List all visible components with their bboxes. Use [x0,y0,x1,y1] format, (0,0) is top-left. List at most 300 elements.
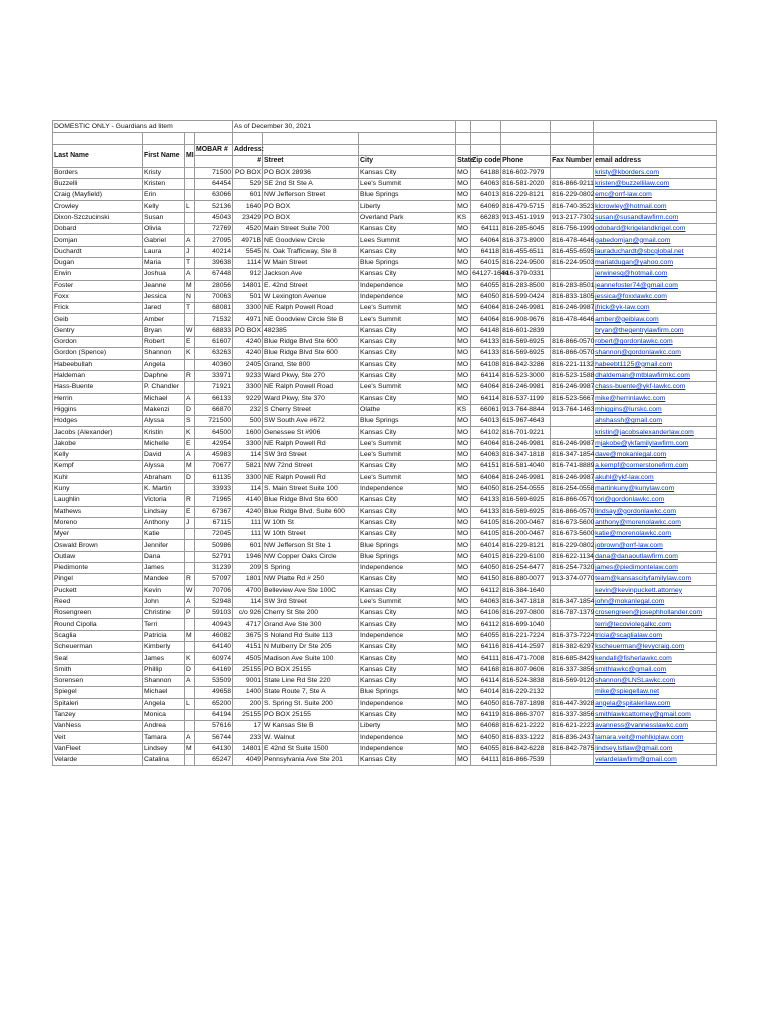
cell-last: Laughlin [53,495,143,506]
cell-city: Blue Springs [359,551,456,562]
cell-mi [185,540,195,551]
cell-num: 1400 [233,687,263,698]
cell-first: Tamara [143,732,185,743]
cell-last: VanNess [53,721,143,732]
cell-last: Herrin [53,393,143,404]
cell-zip: 66061 [471,404,501,415]
cell-zip: 64133 [471,495,501,506]
cell-mobar: 33971 [195,370,233,381]
guardians-spreadsheet [52,120,716,766]
cell-zip: 64148 [471,325,501,336]
cell-fax: 816-283-8501 [551,280,594,291]
cell-first: Catalina [143,755,185,766]
cell-mobar: 45983 [195,450,233,461]
cell-fax: 816-229-0802 [551,190,594,201]
cell-first: James [143,562,185,573]
cell-num: 601 [233,540,263,551]
cell-mi [185,619,195,630]
cell-state: MO [456,393,471,404]
cell-mobar: 28056 [195,280,233,291]
cell-state: MO [456,461,471,472]
cell-email[interactable]: jessica@foxxlawkc.com [594,291,717,302]
cell-street: NE Ralph Powell Road [263,382,359,393]
cell-num: 14801 [233,743,263,754]
cell-zip: 64014 [471,687,501,698]
cell-state: MO [456,314,471,325]
cell-first: Angela [143,359,185,370]
cell-mobar: 52948 [195,596,233,607]
cell-num: 1946 [233,551,263,562]
cell-street: S Noland Rd Suite 113 [263,630,359,641]
cell-city: Kansas City [359,427,456,438]
cell-zip: 64050 [471,732,501,743]
cell-street: NE Goodview Circle [263,235,359,246]
attorney-table [52,120,717,766]
cell-email[interactable]: lauraduchardt@sbcglobal.net [594,246,717,257]
cell-mobar: 70063 [195,291,233,302]
cell-phone: 816-414-2597 [501,642,551,653]
cell-mi: L [185,698,195,709]
cell-last: Spiegel [53,687,143,698]
cell-first: Monica [143,709,185,720]
cell-email[interactable]: dhaldeman@mtblawfirmkc.com [594,370,717,381]
cell-fax: 816-382-6297 [551,642,594,653]
cell-city: Blue Springs [359,687,456,698]
cell-email[interactable]: shannon@gordonlawkc.com [594,348,717,359]
cell-city: Kansas City [359,359,456,370]
cell-fax: 816-866-0570 [551,348,594,359]
cell-street: N Mulberry Dr Ste 205 [263,642,359,653]
cell-email[interactable]: akuhl@ykf-law.com [594,472,717,483]
cell-city: Independence [359,732,456,743]
cell-state: MO [456,178,471,189]
cell-street: State Route 7, Ste A [263,687,359,698]
cell-email[interactable]: mariatdugan@yahoo.com [594,257,717,268]
col-header-mobar: MOBAR # [195,145,233,156]
cell-email[interactable]: susan@susandlawfirm.com [594,212,717,223]
table-row [53,178,717,189]
cell-phone: 816-537-1199 [501,393,551,404]
cell-mobar: 40360 [195,359,233,370]
cell-first: Patricia [143,630,185,641]
cell-fax: 816-787-1379 [551,608,594,619]
cell-phone: 816-842-6228 [501,743,551,754]
cell-fax [551,269,594,280]
cell-mi: T [185,257,195,268]
cell-last: Gordon [53,337,143,348]
table-row [53,314,717,325]
cell-fax: 816-866-0570 [551,495,594,506]
cell-phone: 816-621-2222 [501,721,551,732]
cell-city: Kansas City [359,246,456,257]
cell-num: 1640 [233,201,263,212]
cell-email[interactable]: mhiggins@lurskc.com [594,404,717,415]
cell-num: 114 [233,483,263,494]
cell-first: Lindsey [143,743,185,754]
cell-email[interactable]: dana@danaoutlawfirm.com [594,551,717,562]
cell-email[interactable]: lindsay@gordonlawkc.com [594,506,717,517]
sheet-title: DOMESTIC ONLY - Guardians ad litem [53,121,233,133]
cell-zip: 64133 [471,337,501,348]
cell-street: Ward Pkwy, Ste 370 [263,393,359,404]
cell-email[interactable]: gabedomjan@gmail.com [594,235,717,246]
cell-city: Independence [359,483,456,494]
cell-email[interactable]: tricia@scaglialaw.com [594,630,717,641]
table-row [53,393,717,404]
cell-num: 4049 [233,755,263,766]
cell-email[interactable]: velardelawfirm@gmail.com [594,755,717,766]
cell-first: Christine [143,608,185,619]
cell-street: NW Platte Rd # 250 [263,574,359,585]
table-row [53,743,717,754]
cell-city: Kansas City [359,167,456,178]
cell-email[interactable]: martinkuny@kunylaw.com [594,483,717,494]
cell-email[interactable]: smithlawkcattorney@gmail.com [594,709,717,720]
cell-email[interactable]: jobrown@orrf-law.com [594,540,717,551]
table-row [53,585,717,596]
cell-phone: 816-479-5715 [501,201,551,212]
cell-first: James [143,653,185,664]
cell-email[interactable]: tori@gordonlawkc.com [594,495,717,506]
cell-last: Scaglia [53,630,143,641]
cell-city: Kansas City [359,642,456,653]
cell-email[interactable]: kristin@jacobsalexanderlaw.com [594,427,717,438]
cell-email[interactable]: jerwinesq@hotmail.com [594,269,717,280]
cell-mobar: 56744 [195,732,233,743]
cell-fax: 816-447-3928 [551,698,594,709]
cell-last: Gordon (Spence) [53,348,143,359]
cell-fax: 816-866-0570 [551,506,594,517]
cell-email[interactable]: mike@spiegellaw.net [594,687,717,698]
blank-row [53,133,717,145]
cell-mobar: 71965 [195,495,233,506]
cell-state: MO [456,585,471,596]
cell-email[interactable]: crosengreen@josephhollander.com [594,608,717,619]
cell-last: Higgins [53,404,143,415]
cell-mi: E [185,438,195,449]
cell-first: Kelly [143,201,185,212]
cell-fax: 816-740-3523 [551,201,594,212]
cell-email[interactable]: amber@geiblaw.com [594,314,717,325]
cell-zip: 64050 [471,291,501,302]
cell-state: MO [456,257,471,268]
cell-phone: 816-246-9981 [501,438,551,449]
cell-first: Olivia [143,224,185,235]
cell-city: Lee's Summit [359,382,456,393]
cell-last: Myer [53,529,143,540]
cell-zip: 66283 [471,212,501,223]
cell-mi [185,562,195,573]
cell-email[interactable]: habeebt1125@gmail.com [594,359,717,370]
cell-mi: L [185,201,195,212]
table-row [53,596,717,607]
cell-city: Kansas City [359,619,456,630]
cell-zip: 64102 [471,427,501,438]
cell-last: Reed [53,596,143,607]
cell-email[interactable]: kristen@buzzellilaw.com [594,178,717,189]
table-row [53,246,717,257]
cell-num: 500 [233,416,263,427]
cell-first: Kristen [143,178,185,189]
col-header-fax: Fax Number [551,156,594,167]
cell-street: NE Ralph Powell Rd [263,438,359,449]
cell-num: 4717 [233,619,263,630]
cell-email[interactable]: mike@herrinlawkc.com [594,393,717,404]
cell-street: Ward Pkwy, Ste 270 [263,370,359,381]
cell-mi: W [185,585,195,596]
cell-first: Kimberly [143,642,185,653]
cell-zip: 64114 [471,675,501,686]
cell-mobar: 64454 [195,178,233,189]
table-row [53,755,717,766]
cell-first: David [143,450,185,461]
cell-fax: 913-217-7302 [551,212,594,223]
cell-zip: 64063 [471,596,501,607]
cell-mi: E [185,506,195,517]
cell-street: NW Jefferson St Ste 1 [263,540,359,551]
cell-first: Erin [143,190,185,201]
cell-email[interactable]: jfrick@yk-law.com [594,303,717,314]
cell-state: MO [456,517,471,528]
cell-phone: 816-569-6925 [501,495,551,506]
cell-phone: 816-285-6045 [501,224,551,235]
cell-phone: 816-246-9981 [501,303,551,314]
cell-mi: M [185,743,195,754]
cell-mobar: 721500 [195,416,233,427]
cell-state: MO [456,495,471,506]
cell-email[interactable]: robert@gordonlawkc.com [594,337,717,348]
cell-email[interactable]: jeannefoster74@gmail.com [594,280,717,291]
cell-mobar: 71921 [195,382,233,393]
cell-mobar: 70677 [195,461,233,472]
cell-zip: 64068 [471,721,501,732]
cell-mi: P [185,608,195,619]
cell-mi [185,529,195,540]
cell-mobar: 59103 [195,608,233,619]
cell-email[interactable]: john@mokanlegal.com [594,596,717,607]
table-row [53,540,717,551]
cell-email[interactable]: kscheuerman@levycraig.com [594,642,717,653]
cell-num: 111 [233,529,263,540]
table-row [53,212,717,223]
cell-first: Daphne [143,370,185,381]
cell-fax: 816-569-9120 [551,675,594,686]
cell-zip: 64064 [471,314,501,325]
cell-city: Kansas City [359,325,456,336]
cell-phone: 816-221-7224 [501,630,551,641]
cell-mobar: 63263 [195,348,233,359]
cell-email[interactable]: mjakobe@ykfamilylawfirm.com [594,438,717,449]
cell-num: 5545 [233,246,263,257]
cell-last: Mathews [53,506,143,517]
cell-phone: 816-283-8500 [501,280,551,291]
cell-last: Puckett [53,585,143,596]
cell-last: Geib [53,314,143,325]
cell-first: Jennifer [143,540,185,551]
cell-num: 501 [233,291,263,302]
cell-num: 200 [233,698,263,709]
cell-first: Kristin [143,427,185,438]
cell-mobar: 65247 [195,755,233,766]
cell-num: 4140 [233,495,263,506]
cell-email[interactable]: angela@spitalerilaw.com [594,698,717,709]
cell-city: Independence [359,630,456,641]
cell-mi: M [185,461,195,472]
cell-mi: T [185,303,195,314]
cell-mobar: 61607 [195,337,233,348]
cell-fax: 816-455-6595 [551,246,594,257]
cell-email[interactable]: dave@mokanlegal.com [594,450,717,461]
cell-street: 482385 [263,325,359,336]
cell-street: NW Jefferson Street [263,190,359,201]
cell-num: 3300 [233,303,263,314]
cell-first: Robert [143,337,185,348]
cell-state: MO [456,664,471,675]
table-row [53,224,717,235]
cell-last: Foxx [53,291,143,302]
cell-mobar: 46082 [195,630,233,641]
col-header-last-name: Last Name [53,145,143,168]
cell-first: Lindsay [143,506,185,517]
table-row [53,269,717,280]
cell-email[interactable]: ahshassh@gmail.com [594,416,717,427]
cell-zip: 64112 [471,585,501,596]
cell-num: c/o 926 [233,608,263,619]
cell-city: Independence [359,291,456,302]
cell-city: Lee's Summit [359,303,456,314]
cell-state: MO [456,630,471,641]
cell-email[interactable]: chass-buente@ykf-lawkc.com [594,382,717,393]
cell-email[interactable]: team@kansascityfamilylaw.com [594,574,717,585]
cell-street: S Cherry Street [263,404,359,415]
cell-street: State Line Rd Ste 220 [263,675,359,686]
cell-city: Kansas City [359,461,456,472]
cell-zip: 64114 [471,393,501,404]
cell-street: Grand Ave Ste 300 [263,619,359,630]
cell-email[interactable]: smithlawkc@gmail.com [594,664,717,675]
cell-first: John [143,596,185,607]
cell-city: Independence [359,743,456,754]
cell-email[interactable]: james@piedimontelaw.com [594,562,717,573]
cell-street: Blue Ridge Blvd Ste 600 [263,337,359,348]
cell-state: MO [456,755,471,766]
cell-num: 9229 [233,393,263,404]
cell-mobar: 68081 [195,303,233,314]
cell-zip: 64055 [471,630,501,641]
cell-fax: 816-833-1805 [551,291,594,302]
cell-num: 4971 [233,314,263,325]
cell-email[interactable]: terri@tecoviolegalkc.com [594,619,717,630]
cell-mi [185,755,195,766]
cell-zip: 64050 [471,562,501,573]
cell-last: Scheuerman [53,642,143,653]
cell-email[interactable]: odobard@krigelandkrigel.com [594,224,717,235]
cell-street: Blue Ridge Blvd Ste 600 [263,348,359,359]
cell-email[interactable]: bryan@thegentrylawfirm.com [594,325,717,336]
col-header-first-name: First Name [143,145,185,168]
cell-state: MO [456,303,471,314]
cell-mi [185,212,195,223]
cell-num: 25155 [233,664,263,675]
cell-fax: 816-224-9503 [551,257,594,268]
cell-mobar: 42954 [195,438,233,449]
cell-state: MO [456,291,471,302]
cell-mobar: 50986 [195,540,233,551]
cell-street: W 10th Street [263,529,359,540]
cell-mi: D [185,404,195,415]
cell-fax [551,325,594,336]
cell-email[interactable]: klcrowley@hotmail.com [594,201,717,212]
cell-fax: 816-337-3856 [551,664,594,675]
cell-first: Angela [143,698,185,709]
table-row [53,506,717,517]
cell-phone: 816-246-9981 [501,382,551,393]
cell-first: Jeanne [143,280,185,291]
cell-zip: 64050 [471,698,501,709]
cell-street: NW Copper Oaks Circle [263,551,359,562]
cell-mi: E [185,337,195,348]
table-row [53,190,717,201]
cell-email[interactable]: avanness@vannesslawkc.com [594,721,717,732]
cell-mobar: 67367 [195,506,233,517]
cell-street: PO BOX 25155 [263,709,359,720]
cell-first: Joshua [143,269,185,280]
cell-zip: 64116 [471,642,501,653]
cell-phone: 816-384-1640 [501,585,551,596]
cell-state: MO [456,190,471,201]
cell-email[interactable]: katie@morenolawkc.com [594,529,717,540]
cell-mobar: 40214 [195,246,233,257]
table-row [53,562,717,573]
cell-first: K. Martin [143,483,185,494]
cell-city: Lee's Summit [359,438,456,449]
cell-email[interactable]: kevin@kevinpuckett.attorney [594,585,717,596]
cell-email[interactable]: a.kempf@cornerstonefirm.com [594,461,717,472]
cell-first: Gabriel [143,235,185,246]
cell-zip: 64064 [471,382,501,393]
cell-zip: 64015 [471,257,501,268]
cell-city: Blue Springs [359,416,456,427]
cell-phone: 816-699-1040 [501,619,551,630]
cell-zip: 64014 [471,540,501,551]
cell-num: 4240 [233,348,263,359]
cell-email[interactable]: tamara.veit@mehlkiplaw.com [594,732,717,743]
cell-fax: 816-254-7320 [551,562,594,573]
cell-street: Madison Ave Suite 100 [263,653,359,664]
cell-last: Moreno [53,517,143,528]
cell-last: Frick [53,303,143,314]
cell-phone: 816-602-7979 [501,167,551,178]
cell-num: 23429 [233,212,263,223]
cell-num: 529 [233,178,263,189]
cell-mobar: 63066 [195,190,233,201]
cell-fax: 816-866-0570 [551,337,594,348]
cell-phone: 816-569-6925 [501,506,551,517]
cell-num: 912 [233,269,263,280]
cell-email[interactable]: kendall@fisherlawkc.com [594,653,717,664]
cell-last: Jacobs (Alexander) [53,427,143,438]
cell-first: Susan [143,212,185,223]
cell-email[interactable]: anthony@morenolawkc.com [594,517,717,528]
cell-email[interactable]: lindsey.lstlaw@gmail.com [594,743,717,754]
cell-mi: R [185,574,195,585]
cell-city: Independence [359,280,456,291]
cell-email[interactable]: kristy@kborders.com [594,167,717,178]
cell-num: 5821 [233,461,263,472]
cell-email[interactable]: shannon@LNSLawkc.com [594,675,717,686]
cell-mobar: 66870 [195,404,233,415]
cell-email[interactable]: emc@orrf-law.com [594,190,717,201]
